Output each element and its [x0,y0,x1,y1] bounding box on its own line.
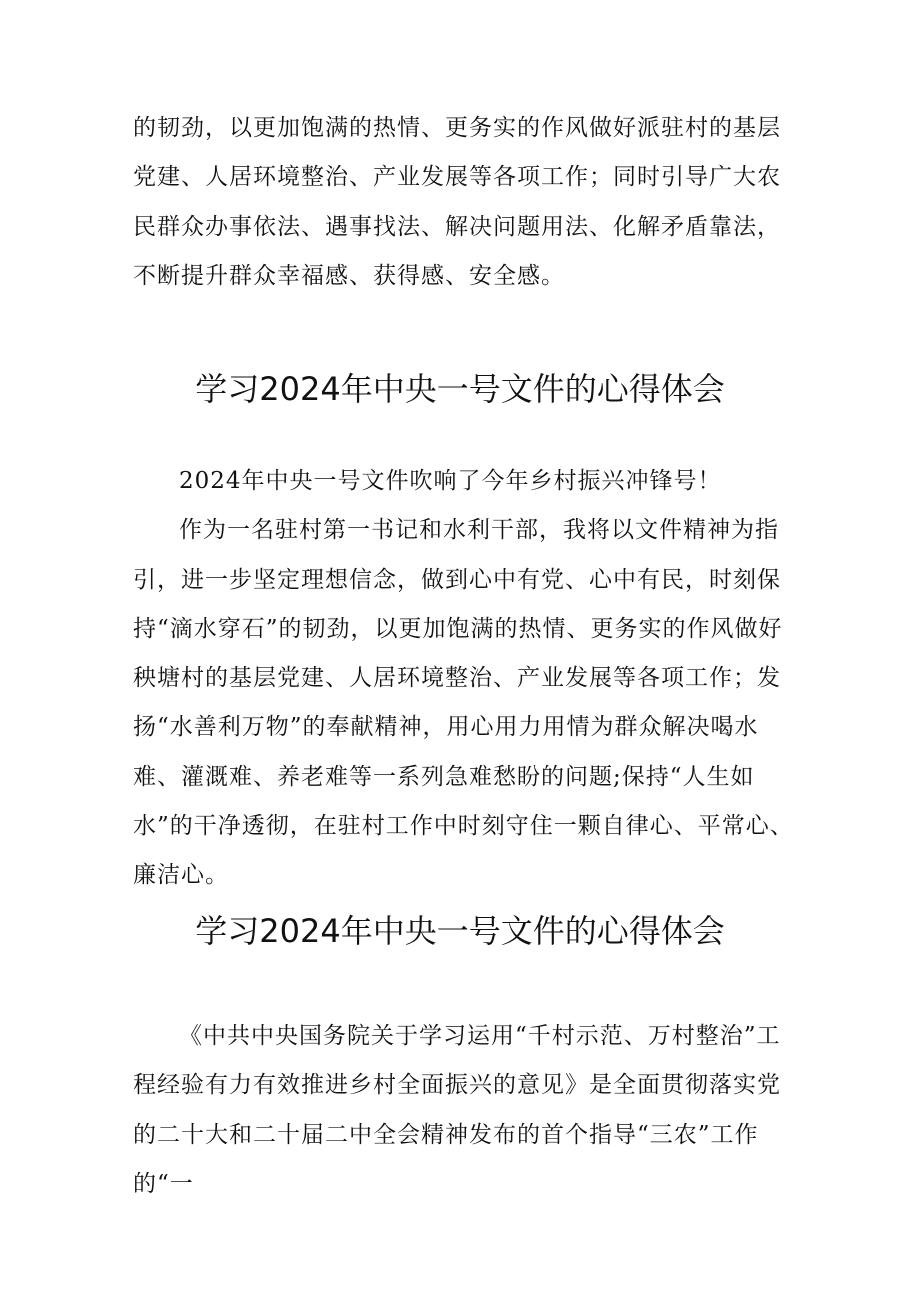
section-body [133,457,803,901]
paragraph: 2024年中央一号文件吹响了今年乡村振兴冲锋号！ [179,468,722,494]
paragraph: 作为一名驻村第一书记和水利干部，我将以文件精神为指引，进一步坚定理想信念，做到心中有党、心中有民，时刻保持“滴水穿石”的韧劲，以更加饱满的热情、更务实的作风做好秧塘村的基层党建、人居环境整治、产业发展等各项工作；发扬“水善利万物”的奉献精神，用心用力用情为群众解决喝水难、灌溉难、养老难等一系列急难愁盼的问题;保持“人生如水”的干净透彻，在驻村工作中时刻守住一颗自律心、平常心、廉洁心。 [133,517,794,889]
continuation-block [133,104,803,301]
continuation-paragraph: 的韧劲，以更加饱满的热情、更务实的作风做好派驻村的基层党建、人居环境整治、产业发展等各项工作；同时引导广大农民群众办事依法、遇事找法、解决问题用法、化解矛盾靠法，不断提升群众幸福感、获得感、安全感。 [133,115,781,289]
section-title: 学习2024年中央一号文件的心得体会 [195,912,725,950]
section-title: 学习2024年中央一号文件的心得体会 [195,370,725,408]
paragraph: 《中共中央国务院关于学习运用“千村示范、万村整治”工程经验有力有效推进乡村全面振兴的意见》是全面贯彻落实党的二十大和二十届二中全会精神发布的首个指导“三农”工作的“一 [133,1023,781,1197]
section-body [133,1012,803,1209]
